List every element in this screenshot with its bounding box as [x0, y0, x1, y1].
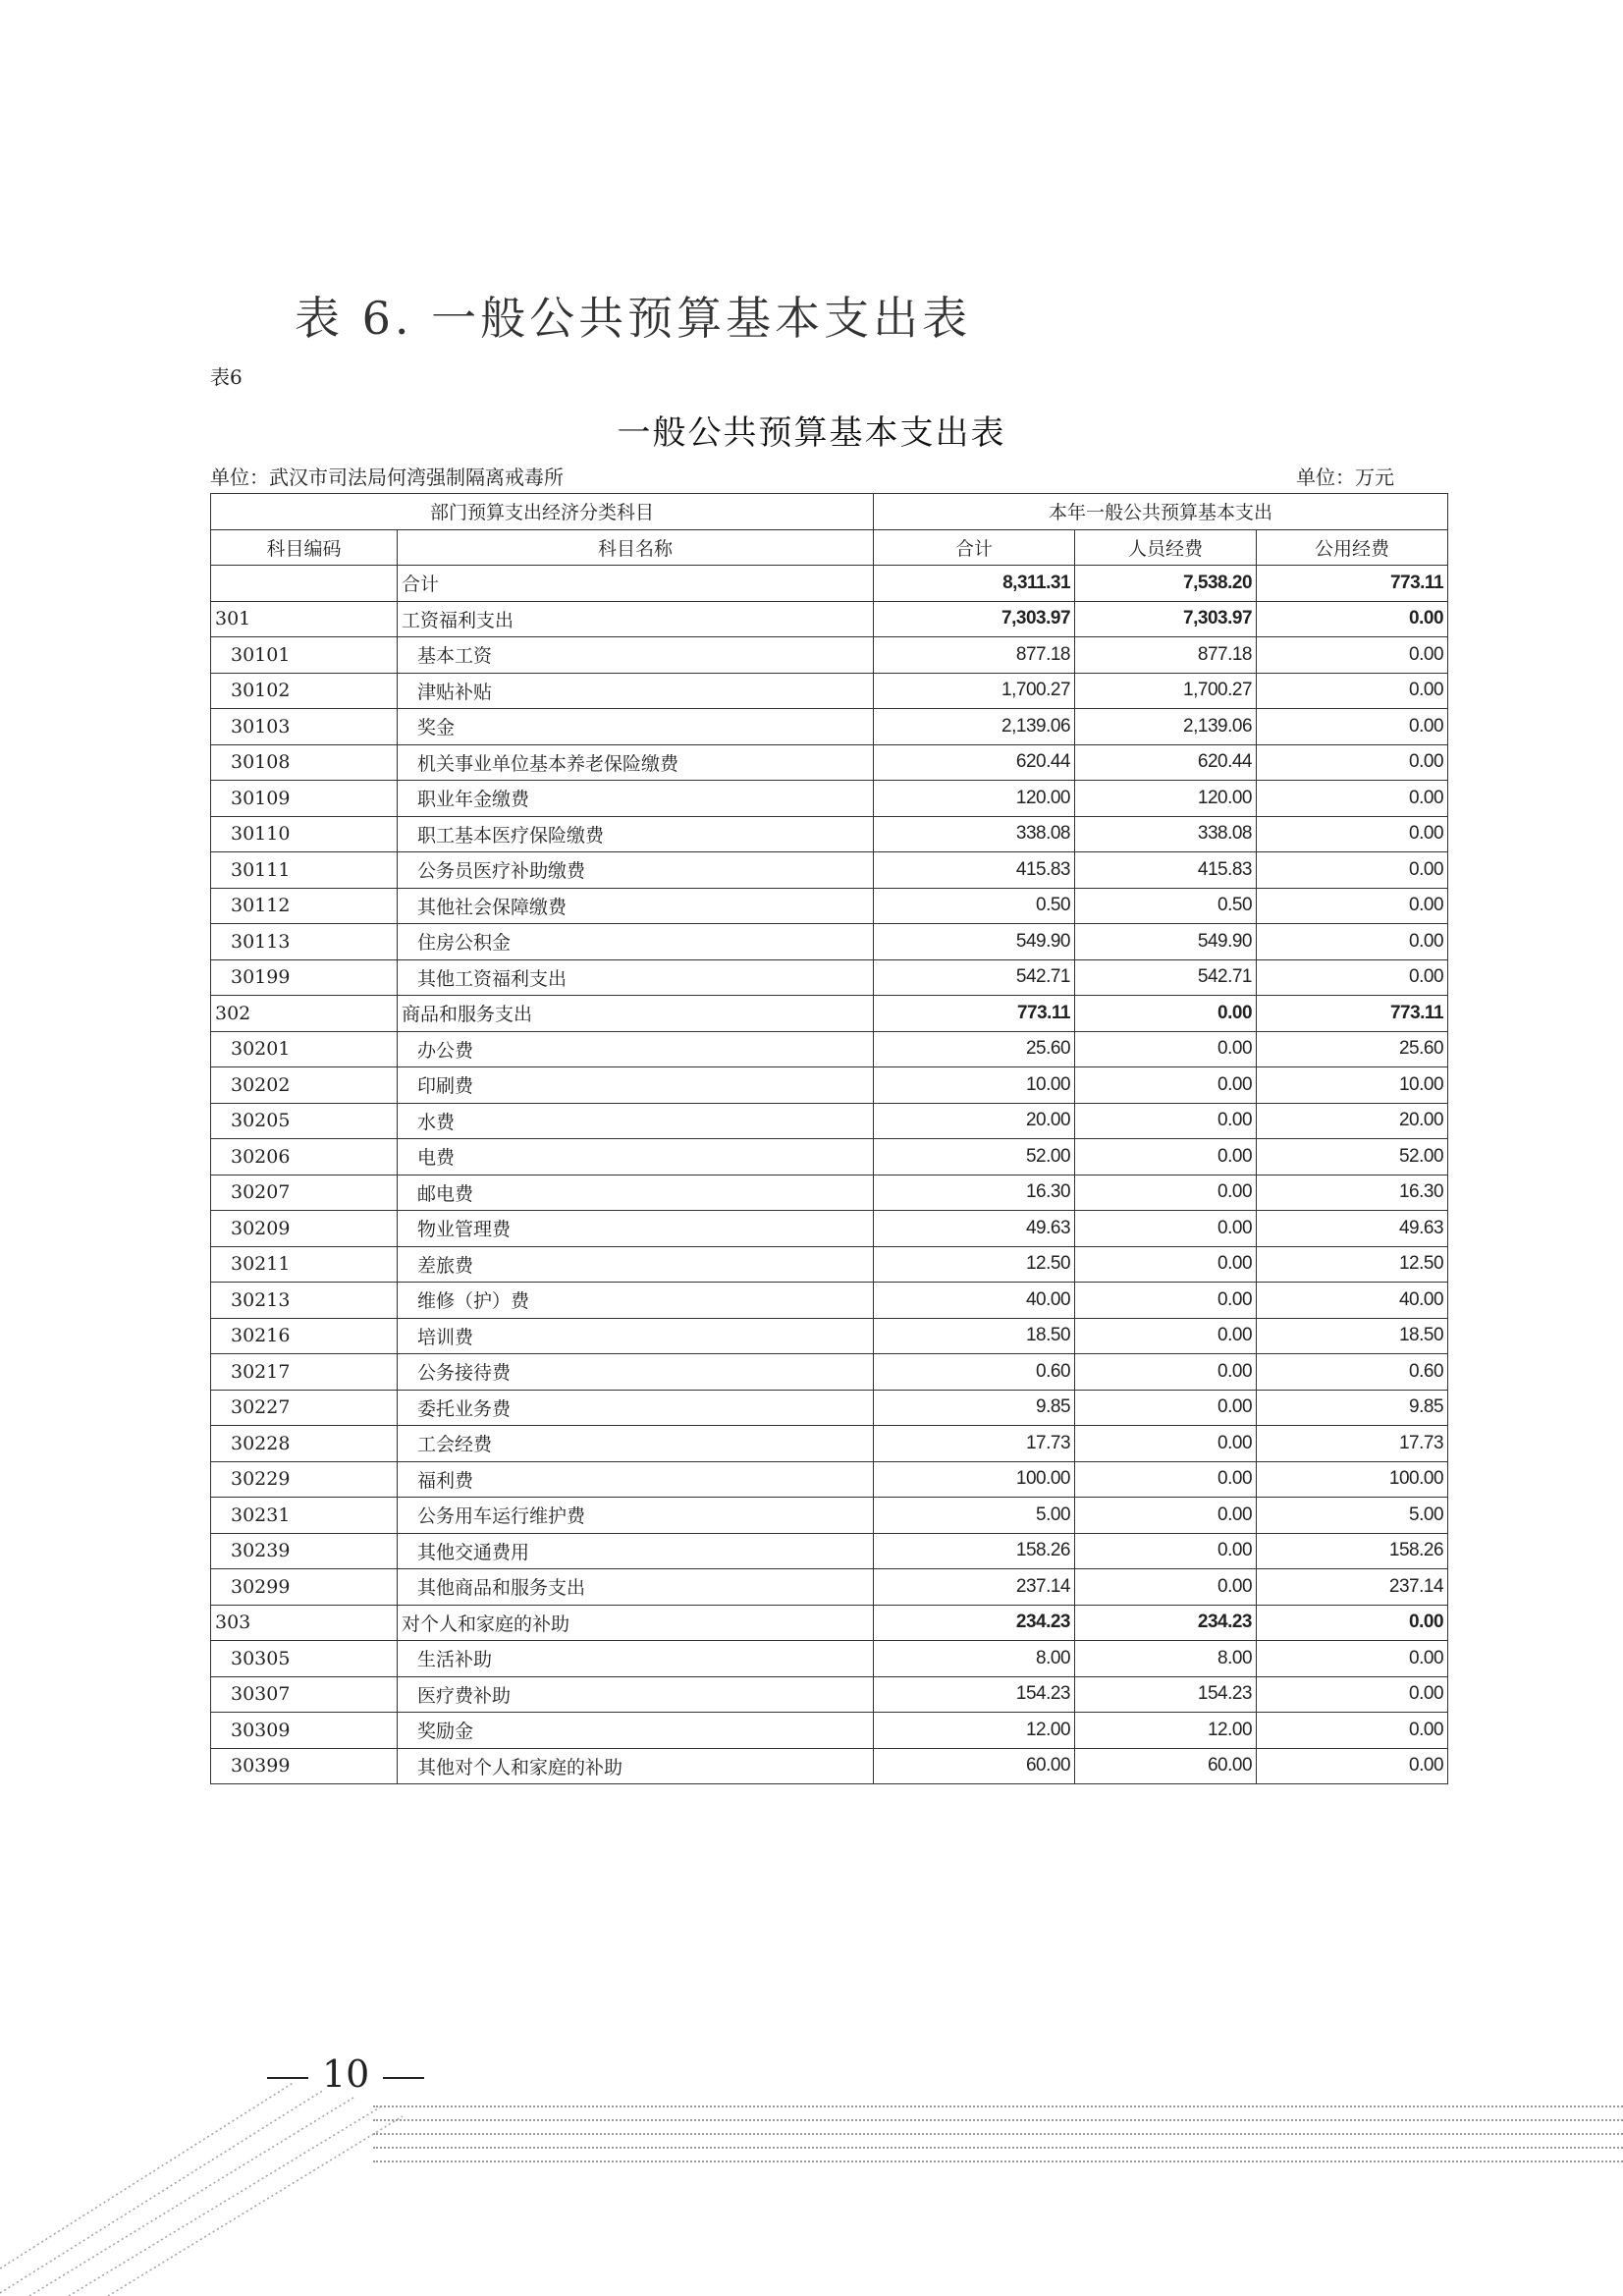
- row-public: 0.00: [1257, 924, 1448, 960]
- table-row: [211, 1031, 1448, 1067]
- row-personnel: 12.00: [1075, 1713, 1257, 1749]
- row-total: 549.90: [874, 924, 1075, 960]
- row-personnel: 0.00: [1075, 1067, 1257, 1104]
- row-total: 2,139.06: [874, 709, 1075, 745]
- table-row: [211, 1605, 1448, 1641]
- row-name: 邮电费: [398, 1175, 874, 1211]
- footer-dotted-line: [373, 2119, 1623, 2121]
- row-public: 20.00: [1257, 1103, 1448, 1139]
- row-name: 医疗费补助: [398, 1676, 874, 1713]
- table-row: [211, 1103, 1448, 1139]
- table-row: [211, 1676, 1448, 1713]
- row-total: 12.50: [874, 1246, 1075, 1283]
- row-code: 30206: [211, 1139, 398, 1175]
- table-row: [211, 1426, 1448, 1462]
- row-personnel: 0.00: [1075, 1533, 1257, 1569]
- table-row: [211, 1461, 1448, 1498]
- row-public: 18.50: [1257, 1318, 1448, 1354]
- table-row: [211, 566, 1448, 602]
- row-code: 30213: [211, 1283, 398, 1319]
- row-public: 0.00: [1257, 888, 1448, 924]
- row-code: 30217: [211, 1354, 398, 1391]
- table-row: [211, 1533, 1448, 1569]
- row-code: 301: [211, 601, 398, 637]
- row-personnel: 0.00: [1075, 1031, 1257, 1067]
- row-total: 154.23: [874, 1676, 1075, 1713]
- table-row: [211, 601, 1448, 637]
- row-code: 30205: [211, 1103, 398, 1139]
- footer-dotted-line: [373, 2147, 1623, 2149]
- row-name: 奖金: [398, 709, 874, 745]
- row-total: 9.85: [874, 1390, 1075, 1426]
- row-public: 100.00: [1257, 1461, 1448, 1498]
- table-row: [211, 996, 1448, 1032]
- budget-table: [210, 493, 1448, 1784]
- row-name: 水费: [398, 1103, 874, 1139]
- row-name: 机关事业单位基本养老保险缴费: [398, 744, 874, 781]
- row-personnel: 0.00: [1075, 1103, 1257, 1139]
- row-public: 49.63: [1257, 1211, 1448, 1247]
- row-name: 工会经费: [398, 1426, 874, 1462]
- table-row: [211, 1569, 1448, 1606]
- row-name: 合计: [398, 566, 874, 602]
- footer-dotted-line: [373, 2133, 1623, 2135]
- row-personnel: 0.00: [1075, 1498, 1257, 1534]
- row-public: 237.14: [1257, 1569, 1448, 1606]
- row-name: 福利费: [398, 1461, 874, 1498]
- row-public: 0.00: [1257, 709, 1448, 745]
- row-code: 30108: [211, 744, 398, 781]
- row-personnel: 7,303.97: [1075, 601, 1257, 637]
- row-name: 职工基本医疗保险缴费: [398, 816, 874, 852]
- row-code: 30227: [211, 1390, 398, 1426]
- row-name: 印刷费: [398, 1067, 874, 1104]
- row-personnel: 0.00: [1075, 1354, 1257, 1391]
- unit-label: 单位：万元: [1296, 465, 1394, 489]
- row-name: 其他社会保障缴费: [398, 888, 874, 924]
- row-public: 0.00: [1257, 601, 1448, 637]
- budget-table-body: [211, 566, 1448, 1784]
- row-total: 8.00: [874, 1641, 1075, 1677]
- row-personnel: 8.00: [1075, 1641, 1257, 1677]
- row-code: 30111: [211, 852, 398, 889]
- row-personnel: 0.00: [1075, 1390, 1257, 1426]
- row-code: [211, 566, 398, 602]
- row-total: 773.11: [874, 996, 1075, 1032]
- row-code: 30103: [211, 709, 398, 745]
- row-name: 差旅费: [398, 1246, 874, 1283]
- row-public: 5.00: [1257, 1498, 1448, 1534]
- table-row: [211, 924, 1448, 960]
- row-code: 30216: [211, 1318, 398, 1354]
- row-name: 住房公积金: [398, 924, 874, 960]
- header-group-right: 本年一般公共预算基本支出: [874, 494, 1448, 530]
- row-total: 25.60: [874, 1031, 1075, 1067]
- row-personnel: 338.08: [1075, 816, 1257, 852]
- row-personnel: 60.00: [1075, 1748, 1257, 1784]
- row-public: 0.00: [1257, 673, 1448, 709]
- row-personnel: 0.00: [1075, 1318, 1257, 1354]
- row-total: 234.23: [874, 1605, 1075, 1641]
- row-total: 52.00: [874, 1139, 1075, 1175]
- footer-decoration: [0, 2023, 412, 2296]
- row-code: 30112: [211, 888, 398, 924]
- row-name: 公务员医疗补助缴费: [398, 852, 874, 889]
- row-public: 16.30: [1257, 1175, 1448, 1211]
- table-row: [211, 1283, 1448, 1319]
- row-total: 16.30: [874, 1175, 1075, 1211]
- row-total: 0.60: [874, 1354, 1075, 1391]
- row-code: 30239: [211, 1533, 398, 1569]
- row-public: 0.00: [1257, 1641, 1448, 1677]
- row-personnel: 120.00: [1075, 781, 1257, 817]
- row-public: 0.00: [1257, 1748, 1448, 1784]
- table-row: [211, 1067, 1448, 1104]
- row-total: 1,700.27: [874, 673, 1075, 709]
- row-personnel: 877.18: [1075, 637, 1257, 674]
- unit-line: [210, 462, 1447, 491]
- organization-label: 单位：武汉市司法局何湾强制隔离戒毒所: [210, 465, 564, 489]
- row-personnel: 0.00: [1075, 1175, 1257, 1211]
- row-code: 30229: [211, 1461, 398, 1498]
- row-total: 0.50: [874, 888, 1075, 924]
- row-personnel: 0.00: [1075, 1139, 1257, 1175]
- row-personnel: 0.00: [1075, 1569, 1257, 1606]
- row-code: 30228: [211, 1426, 398, 1462]
- row-name: 公务接待费: [398, 1354, 874, 1391]
- header-public: 公用经费: [1257, 529, 1448, 566]
- row-code: 30199: [211, 959, 398, 996]
- row-code: 30102: [211, 673, 398, 709]
- header-group-row: [211, 494, 1448, 530]
- row-personnel: 0.00: [1075, 1461, 1257, 1498]
- row-total: 49.63: [874, 1211, 1075, 1247]
- row-public: 25.60: [1257, 1031, 1448, 1067]
- header-group-left: 部门预算支出经济分类科目: [211, 494, 874, 530]
- header-code: 科目编码: [211, 529, 398, 566]
- table-row: [211, 1641, 1448, 1677]
- footer-dotted-line: [373, 2105, 1623, 2107]
- row-code: 30101: [211, 637, 398, 674]
- row-public: 0.00: [1257, 781, 1448, 817]
- row-public: 0.00: [1257, 1676, 1448, 1713]
- row-total: 20.00: [874, 1103, 1075, 1139]
- row-code: 30202: [211, 1067, 398, 1104]
- row-name: 其他工资福利支出: [398, 959, 874, 996]
- row-total: 158.26: [874, 1533, 1075, 1569]
- header-column-row: [211, 529, 1448, 566]
- table-tag: 表6: [210, 365, 243, 389]
- row-code: 30309: [211, 1713, 398, 1749]
- header-name: 科目名称: [398, 529, 874, 566]
- row-public: 773.11: [1257, 996, 1448, 1032]
- row-total: 10.00: [874, 1067, 1075, 1104]
- row-name: 委托业务费: [398, 1390, 874, 1426]
- row-public: 0.00: [1257, 1605, 1448, 1641]
- table-row: [211, 781, 1448, 817]
- row-public: 0.00: [1257, 959, 1448, 996]
- row-personnel: 0.00: [1075, 996, 1257, 1032]
- row-personnel: 0.00: [1075, 1211, 1257, 1247]
- row-total: 620.44: [874, 744, 1075, 781]
- table-row: [211, 959, 1448, 996]
- row-name: 培训费: [398, 1318, 874, 1354]
- row-public: 0.00: [1257, 744, 1448, 781]
- row-total: 7,303.97: [874, 601, 1075, 637]
- row-code: 30399: [211, 1748, 398, 1784]
- row-name: 职业年金缴费: [398, 781, 874, 817]
- table-row: [211, 637, 1448, 674]
- row-code: 30299: [211, 1569, 398, 1606]
- row-public: 40.00: [1257, 1283, 1448, 1319]
- row-total: 338.08: [874, 816, 1075, 852]
- row-name: 奖励金: [398, 1713, 874, 1749]
- row-personnel: 415.83: [1075, 852, 1257, 889]
- table-row: [211, 1748, 1448, 1784]
- table-row: [211, 1211, 1448, 1247]
- row-total: 877.18: [874, 637, 1075, 674]
- row-name: 其他商品和服务支出: [398, 1569, 874, 1606]
- row-public: 0.00: [1257, 637, 1448, 674]
- table-row: [211, 1139, 1448, 1175]
- row-code: 30109: [211, 781, 398, 817]
- row-public: 0.60: [1257, 1354, 1448, 1391]
- table-row: [211, 1498, 1448, 1534]
- row-name: 工资福利支出: [398, 601, 874, 637]
- row-code: 30113: [211, 924, 398, 960]
- table-row: [211, 1713, 1448, 1749]
- row-code: 30209: [211, 1211, 398, 1247]
- row-personnel: 0.00: [1075, 1246, 1257, 1283]
- row-total: 18.50: [874, 1318, 1075, 1354]
- row-personnel: 0.50: [1075, 888, 1257, 924]
- row-total: 60.00: [874, 1748, 1075, 1784]
- row-name: 物业管理费: [398, 1211, 874, 1247]
- row-name: 电费: [398, 1139, 874, 1175]
- row-name: 维修（护）费: [398, 1283, 874, 1319]
- row-code: 30231: [211, 1498, 398, 1534]
- table-row: [211, 744, 1448, 781]
- row-code: 30305: [211, 1641, 398, 1677]
- row-personnel: 7,538.20: [1075, 566, 1257, 602]
- row-name: 商品和服务支出: [398, 996, 874, 1032]
- row-name: 其他对个人和家庭的补助: [398, 1748, 874, 1784]
- row-personnel: 0.00: [1075, 1283, 1257, 1319]
- table-row: [211, 852, 1448, 889]
- row-name: 基本工资: [398, 637, 874, 674]
- row-total: 8,311.31: [874, 566, 1075, 602]
- row-personnel: 542.71: [1075, 959, 1257, 996]
- row-total: 415.83: [874, 852, 1075, 889]
- row-code: 30307: [211, 1676, 398, 1713]
- row-code: 302: [211, 996, 398, 1032]
- table-row: [211, 1354, 1448, 1391]
- table-row: [211, 1175, 1448, 1211]
- row-total: 237.14: [874, 1569, 1075, 1606]
- row-public: 9.85: [1257, 1390, 1448, 1426]
- row-personnel: 620.44: [1075, 744, 1257, 781]
- row-personnel: 234.23: [1075, 1605, 1257, 1641]
- header-total: 合计: [874, 529, 1075, 566]
- table-row: [211, 709, 1448, 745]
- table-title: 一般公共预算基本支出表: [617, 413, 1006, 453]
- footer-dotted-line: [373, 2160, 1623, 2162]
- row-public: 773.11: [1257, 566, 1448, 602]
- row-total: 542.71: [874, 959, 1075, 996]
- row-public: 0.00: [1257, 816, 1448, 852]
- row-personnel: 2,139.06: [1075, 709, 1257, 745]
- table-row: [211, 1318, 1448, 1354]
- row-public: 17.73: [1257, 1426, 1448, 1462]
- row-code: 30207: [211, 1175, 398, 1211]
- row-name: 生活补助: [398, 1641, 874, 1677]
- row-public: 12.50: [1257, 1246, 1448, 1283]
- row-public: 0.00: [1257, 852, 1448, 889]
- row-personnel: 154.23: [1075, 1676, 1257, 1713]
- table-row: [211, 673, 1448, 709]
- row-name: 津贴补贴: [398, 673, 874, 709]
- row-personnel: 549.90: [1075, 924, 1257, 960]
- row-public: 10.00: [1257, 1067, 1448, 1104]
- row-public: 0.00: [1257, 1713, 1448, 1749]
- row-public: 158.26: [1257, 1533, 1448, 1569]
- table-row: [211, 888, 1448, 924]
- row-total: 40.00: [874, 1283, 1075, 1319]
- row-name: 公务用车运行维护费: [398, 1498, 874, 1534]
- row-name: 其他交通费用: [398, 1533, 874, 1569]
- row-total: 5.00: [874, 1498, 1075, 1534]
- row-total: 100.00: [874, 1461, 1075, 1498]
- row-code: 30201: [211, 1031, 398, 1067]
- row-code: 30211: [211, 1246, 398, 1283]
- row-name: 办公费: [398, 1031, 874, 1067]
- row-total: 17.73: [874, 1426, 1075, 1462]
- row-total: 12.00: [874, 1713, 1075, 1749]
- page-heading: 表 6. 一般公共预算基本支出表: [295, 292, 972, 345]
- table-row: [211, 1246, 1448, 1283]
- row-code: 30110: [211, 816, 398, 852]
- row-personnel: 0.00: [1075, 1426, 1257, 1462]
- row-total: 120.00: [874, 781, 1075, 817]
- table-row: [211, 1390, 1448, 1426]
- row-public: 52.00: [1257, 1139, 1448, 1175]
- header-personnel: 人员经费: [1075, 529, 1257, 566]
- page-number-value: 10: [322, 2052, 370, 2096]
- row-personnel: 1,700.27: [1075, 673, 1257, 709]
- row-name: 对个人和家庭的补助: [398, 1605, 874, 1641]
- table-row: [211, 816, 1448, 852]
- row-code: 303: [211, 1605, 398, 1641]
